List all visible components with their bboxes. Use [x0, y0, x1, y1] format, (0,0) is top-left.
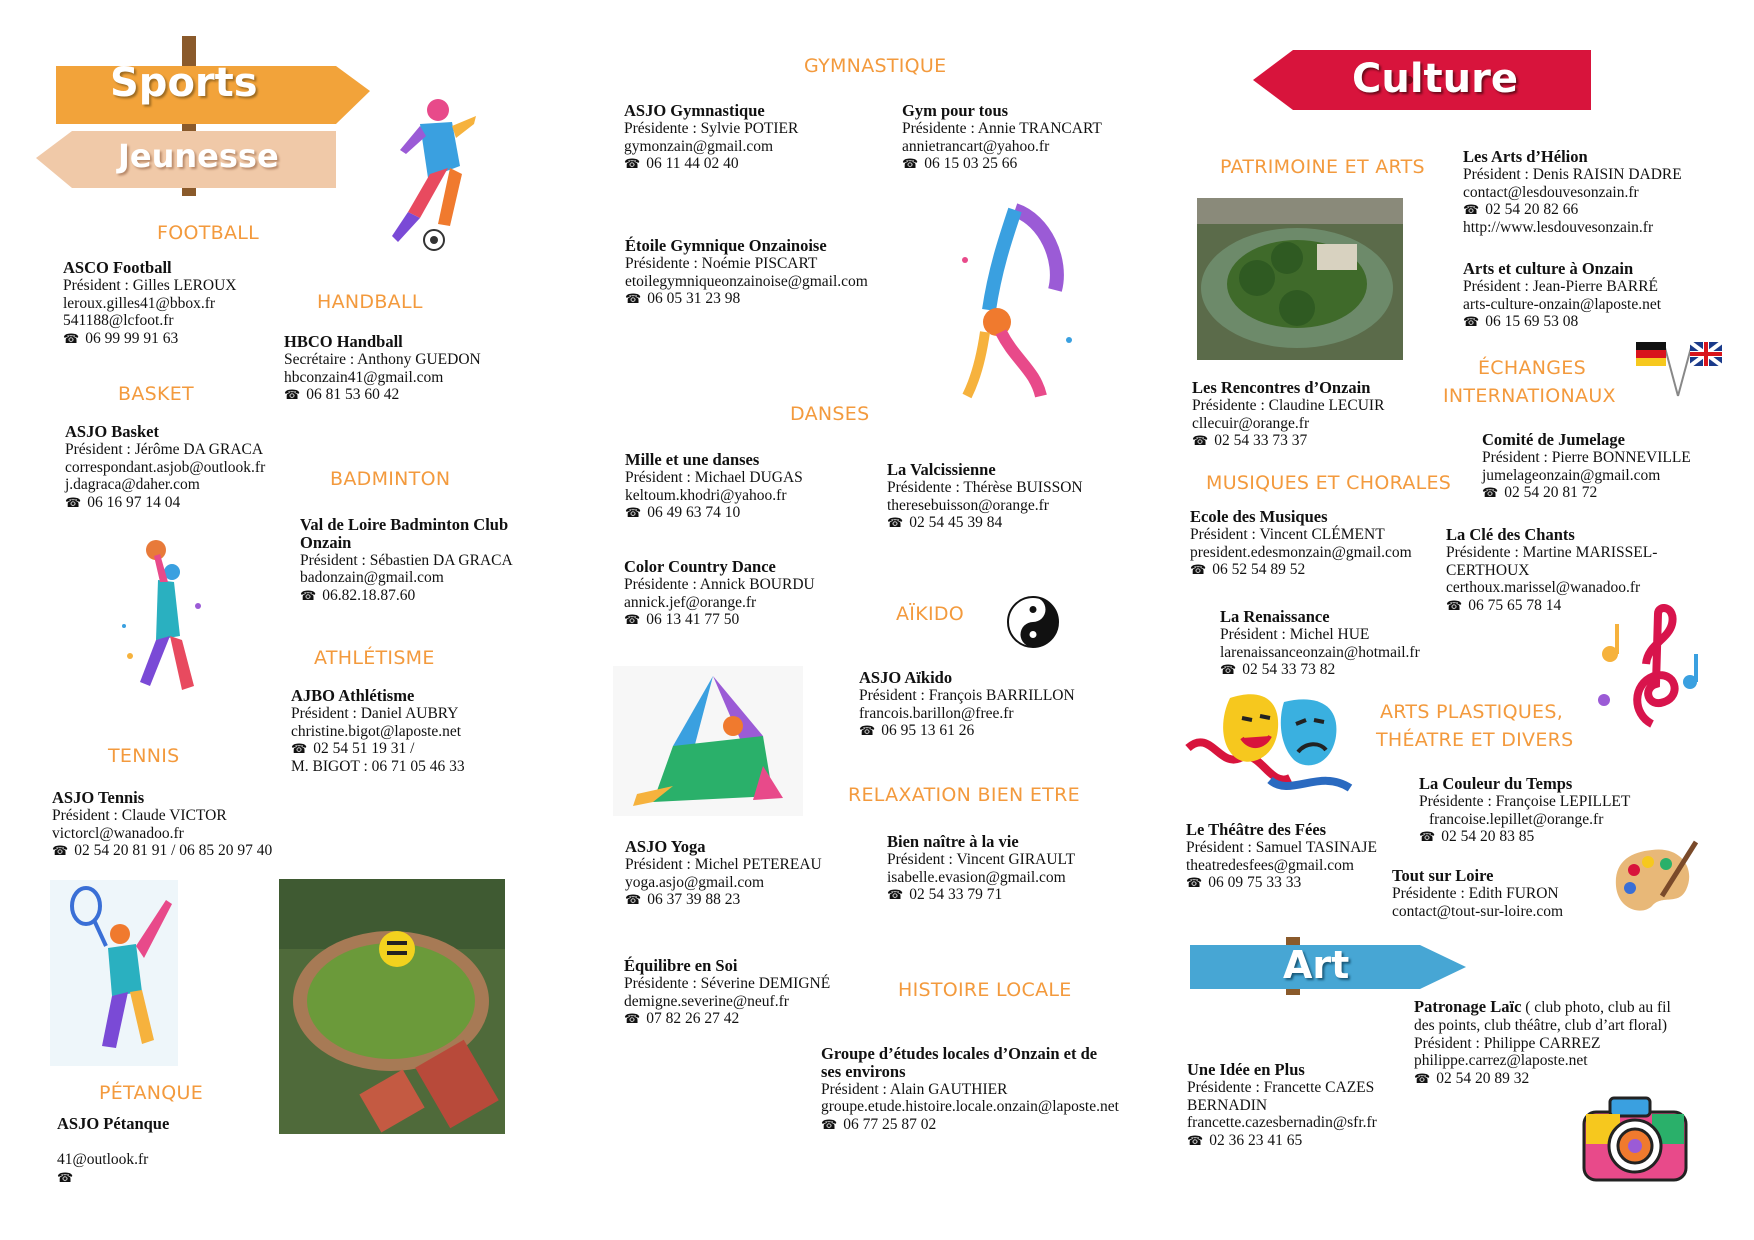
club-phone: ☎ 02 54 20 83 85 — [1419, 828, 1630, 846]
heading-handball: HANDBALL — [317, 291, 423, 313]
club-phone: ☎ 02 54 20 81 72 — [1482, 484, 1691, 502]
chateau-aerial-photo — [1197, 198, 1403, 360]
heading-echanges: ÉCHANGES — [1478, 357, 1586, 379]
club-name: La Renaissance — [1220, 607, 1330, 626]
club-phone: ☎ 06 16 97 14 04 — [65, 494, 265, 512]
club-president: Présidente : Edith FURON — [1392, 884, 1559, 902]
club-gym-pour-tous — [902, 102, 1102, 173]
club-contact: M. BIGOT : 06 71 05 46 33 — [291, 758, 465, 776]
club-name: ASCO Football — [63, 258, 172, 277]
club-patronage-laic — [1414, 998, 1671, 1088]
club-asjo-aikido — [859, 669, 1075, 740]
club-phone: ☎ 06 05 31 23 98 — [625, 290, 868, 308]
club-email: arts-culture-onzain@laposte.net — [1463, 295, 1662, 313]
club-president: Président : Gilles LEROUX — [63, 276, 237, 294]
club-email: president.edesmonzain@gmail.com — [1190, 543, 1412, 561]
club-la-renaissance — [1220, 608, 1420, 679]
club-bien-naitre — [887, 833, 1075, 904]
club-name: ASJO Tennis — [52, 788, 145, 807]
heading-relaxation: RELAXATION BIEN ETRE — [848, 784, 1080, 806]
club-asco-football — [63, 259, 237, 348]
club-name: Ecole des Musiques — [1190, 507, 1328, 526]
club-name: La Valcissienne — [887, 460, 996, 479]
club-name: Arts et culture à Onzain — [1463, 259, 1634, 278]
club-une-idee-en-plus — [1187, 1061, 1377, 1150]
club-president: Présidente : Martine MARISSEL- — [1446, 543, 1658, 561]
club-phone: ☎ 06 11 44 02 40 — [624, 155, 798, 173]
heading-football: FOOTBALL — [157, 222, 260, 244]
heading-athletisme: ATHLÉTISME — [314, 647, 435, 669]
club-president: Président : Philippe CARREZ — [1414, 1034, 1601, 1052]
club-cle-des-chants — [1446, 526, 1657, 615]
club-email: badonzain@gmail.com — [300, 569, 444, 587]
heading-tennis: TENNIS — [108, 745, 180, 767]
club-president: Président : Claude VICTOR — [52, 806, 227, 824]
club-president: Président : Jérôme DA GRACA — [65, 440, 264, 458]
tennis-player-illustration — [50, 880, 178, 1066]
club-mille-et-une-danses — [625, 451, 803, 522]
club-phone: ☎ 06 75 65 78 14 — [1446, 597, 1657, 615]
music-notes-illustration — [1592, 604, 1704, 736]
club-president: Présidente : Sylvie POTIER — [624, 119, 799, 137]
club-name: Groupe d’études locales d’Onzain et de — [821, 1044, 1098, 1063]
club-email: hbconzain41@gmail.com — [284, 368, 444, 386]
heading-badminton: BADMINTON — [330, 468, 451, 490]
club-phone: ☎ 07 82 26 27 42 — [624, 1010, 830, 1028]
club-email: francois.barillon@free.fr — [859, 704, 1014, 722]
club-phone: ☎ 06 15 69 53 08 — [1463, 313, 1661, 331]
camera-icon — [1580, 1092, 1690, 1184]
club-phone: ☎ 02 54 33 73 37 — [1192, 432, 1384, 450]
club-name: Équilibre en Soi — [624, 956, 738, 975]
club-name: Le Théâtre des Fées — [1186, 820, 1327, 839]
club-phone: ☎ 02 36 23 41 65 — [1187, 1132, 1377, 1150]
club-president: Président : Pierre BONNEVILLE — [1482, 448, 1691, 466]
club-phone: ☎ 06 81 53 60 42 — [284, 386, 481, 404]
club-description: ( club photo, club au fil — [1521, 999, 1671, 1016]
club-description-2: des points, club théâtre, club d’art floral) — [1414, 1016, 1668, 1034]
club-president: Présidente : Claudine LECUIR — [1192, 396, 1385, 414]
club-name-2: ses environs — [821, 1061, 906, 1081]
club-color-country-dance — [624, 558, 815, 629]
heading-internationaux: INTERNATIONAUX — [1443, 385, 1616, 407]
club-name: Val de Loire Badminton Club — [300, 515, 509, 534]
club-president: Présidente : Thérèse BUISSON — [887, 478, 1083, 496]
yoga-pose-illustration — [613, 666, 803, 816]
club-president: Président : Michel HUE — [1220, 625, 1370, 643]
club-president: Président : Vincent CLÉMENT — [1190, 525, 1385, 543]
club-name: Les Arts d’Hélion — [1463, 147, 1588, 166]
basketball-player-illustration — [110, 536, 220, 716]
club-email: groupe.etude.histoire.locale.onzain@laposte.net — [821, 1098, 1119, 1116]
club-president: Président : Michel PETEREAU — [625, 855, 822, 873]
club-president: Président : Michael DUGAS — [625, 468, 803, 486]
club-email: theatredesfees@gmail.com — [1186, 856, 1354, 874]
club-president: Présidente : Annie TRANCART — [902, 119, 1102, 137]
club-asjo-tennis — [52, 789, 272, 860]
club-president: Président : Jean-Pierre BARRÉ — [1463, 277, 1659, 295]
heading-petanque: PÉTANQUE — [99, 1082, 204, 1104]
club-president: Président : Samuel TASINAJE — [1186, 838, 1377, 856]
club-email: leroux.gilles41@bbox.fr — [63, 294, 216, 312]
club-phone: ☎ 06 13 41 77 50 — [624, 611, 815, 629]
heading-theatre-divers: THÉATRE ET DIVERS — [1376, 729, 1574, 751]
heading-aikido: AÏKIDO — [896, 603, 965, 625]
club-phone: ☎ 06 09 75 33 33 — [1186, 874, 1377, 892]
heading-histoire-locale: HISTOIRE LOCALE — [898, 979, 1072, 1001]
club-president: Président : Daniel AUBRY — [291, 704, 459, 722]
club-arts-helion — [1463, 148, 1682, 237]
club-tout-sur-loire — [1392, 867, 1563, 920]
club-email: contact@tout-sur-loire.com — [1392, 902, 1564, 920]
club-president: Président : François BARRILLON — [859, 686, 1075, 704]
sign-art: Art — [1283, 943, 1350, 987]
club-phone: ☎ 06 95 13 61 26 — [859, 722, 1075, 740]
club-name: Bien naître à la vie — [887, 832, 1019, 851]
club-equilibre-en-soi — [624, 957, 830, 1028]
club-email: etoilegymniqueonzainoise@gmail.com — [625, 272, 868, 290]
paint-palette-illustration — [1612, 840, 1698, 916]
club-name: ASJO Gymnastique — [624, 101, 765, 120]
club-asjo-yoga — [625, 838, 822, 909]
club-name: ASJO Yoga — [625, 837, 706, 856]
club-phone: ☎ 02 54 20 89 32 — [1414, 1070, 1671, 1088]
club-etoile-gymnique — [625, 237, 868, 308]
club-phone: ☎ 02 54 33 73 82 — [1220, 661, 1420, 679]
club-phone: ☎ 02 54 45 39 84 — [887, 514, 1083, 532]
club-name: HBCO Handball — [284, 332, 403, 351]
club-name: Une Idée en Plus — [1187, 1060, 1305, 1079]
club-president-2: CERTHOUX — [1446, 561, 1530, 579]
club-name: La Clé des Chants — [1446, 525, 1575, 544]
club-hbco-handball — [284, 333, 481, 404]
heading-gymnastique: GYMNASTIQUE — [804, 55, 947, 77]
club-email: larenaissanceonzain@hotmail.fr — [1220, 643, 1420, 661]
club-la-valcissienne — [887, 461, 1083, 532]
club-asjo-gymnastique — [624, 102, 798, 173]
club-name: Patronage Laïc — [1414, 997, 1522, 1016]
club-email: contact@lesdouvesonzain.fr — [1463, 183, 1639, 201]
club-email: francoise.lepillet@orange.fr — [1429, 810, 1604, 828]
club-ajbo-athletisme — [291, 687, 465, 776]
club-president: Président : Vincent GIRAULT — [887, 850, 1076, 868]
club-asjo-petanque — [57, 1115, 169, 1186]
club-email: certhoux.marissel@wanadoo.fr — [1446, 579, 1641, 597]
club-name: Color Country Dance — [624, 557, 776, 576]
club-email-2: j.dagraca@daher.com — [65, 476, 200, 494]
club-name: Étoile Gymnique Onzainoise — [625, 236, 827, 255]
club-email: francette.cazesbernadin@sfr.fr — [1187, 1114, 1377, 1132]
club-ecole-musiques — [1190, 508, 1412, 579]
club-arts-culture-onzain — [1463, 260, 1661, 331]
heading-musiques: MUSIQUES ET CHORALES — [1206, 472, 1452, 494]
club-president: Présidente : Annick BOURDU — [624, 575, 815, 593]
club-name: Mille et une danses — [625, 450, 760, 469]
club-name: Comité de Jumelage — [1482, 430, 1625, 449]
club-name: ASJO Aïkido — [859, 668, 953, 687]
club-president-2: BERNADIN — [1187, 1096, 1268, 1114]
club-name-2: Onzain — [300, 532, 352, 552]
sign-jeunesse: Jeunesse — [118, 137, 279, 175]
club-president: Président : Sébastien DA GRACA — [300, 551, 513, 569]
club-email: christine.bigot@laposte.net — [291, 722, 462, 740]
heading-basket: BASKET — [118, 383, 194, 405]
club-comite-jumelage — [1482, 431, 1691, 502]
club-email: annietrancart@yahoo.fr — [902, 137, 1050, 155]
club-theatre-des-fees — [1186, 821, 1377, 892]
club-email: philippe.carrez@laposte.net — [1414, 1052, 1588, 1070]
club-president: Présidente : Francette CAZES — [1187, 1078, 1375, 1096]
theatre-masks-illustration — [1180, 688, 1365, 803]
club-email: correspondant.asjob@outlook.fr — [65, 458, 266, 476]
club-email-2: 541188@lcfoot.fr — [63, 312, 174, 330]
club-phone: ☎ 06 49 63 74 10 — [625, 504, 803, 522]
club-name: AJBO Athlétisme — [291, 686, 415, 705]
club-email: isabelle.evasion@gmail.com — [887, 868, 1066, 886]
club-email: jumelageonzain@gmail.com — [1482, 466, 1661, 484]
club-phone: ☎ 06 77 25 87 02 — [821, 1116, 1119, 1134]
club-email: gymonzain@gmail.com — [624, 137, 774, 155]
club-president: Présidente : Séverine DEMIGNÉ — [624, 974, 831, 992]
club-phone: ☎ 06.82.18.87.60 — [300, 587, 513, 605]
football-player-illustration — [390, 96, 480, 256]
club-badminton — [300, 516, 513, 605]
club-president: Présidente : Françoise LEPILLET — [1419, 792, 1631, 810]
club-email: yoga.asjo@gmail.com — [625, 873, 765, 891]
club-email: 41@outlook.fr — [57, 1150, 149, 1168]
club-name: Gym pour tous — [902, 101, 1009, 120]
stadium-aerial-photo — [279, 879, 505, 1134]
club-phone-icon — [57, 1169, 169, 1187]
club-histoire-locale — [821, 1045, 1119, 1134]
club-couleur-du-temps — [1419, 775, 1630, 846]
club-name: La Couleur du Temps — [1419, 774, 1573, 793]
club-phone: ☎ 02 54 51 19 31 / — [291, 740, 465, 758]
club-phone: ☎ 06 15 03 25 66 — [902, 155, 1102, 173]
club-president: Président : Denis RAISIN DADRE — [1463, 165, 1682, 183]
club-phone: ☎ 02 54 20 81 91 / 06 85 20 97 40 — [52, 842, 272, 860]
sign-culture: Culture — [1352, 56, 1518, 102]
club-name: ASJO Basket — [65, 422, 159, 441]
club-phone: ☎ 06 52 54 89 52 — [1190, 561, 1412, 579]
club-email: victorcl@wanadoo.fr — [52, 824, 184, 842]
club-phone: ☎ 02 54 33 79 71 — [887, 886, 1075, 904]
club-rencontres-onzain — [1192, 379, 1384, 450]
club-asjo-basket — [65, 423, 265, 512]
club-email: annick.jef@orange.fr — [624, 593, 757, 611]
club-email: cllecuir@orange.fr — [1192, 414, 1310, 432]
club-email: demigne.severine@neuf.fr — [624, 992, 789, 1010]
club-website: http://www.lesdouvesonzain.fr — [1463, 219, 1654, 237]
flags-icon — [1634, 336, 1724, 398]
heading-patrimoine: PATRIMOINE ET ARTS — [1220, 156, 1425, 178]
club-email: keltoum.khodri@yahoo.fr — [625, 486, 787, 504]
heading-arts-plastiques: ARTS PLASTIQUES, — [1380, 701, 1564, 723]
yin-yang-icon — [1006, 595, 1060, 649]
heading-danses: DANSES — [790, 403, 870, 425]
club-president: Présidente : Noémie PISCART — [625, 254, 818, 272]
club-president: Président : Alain GAUTHIER — [821, 1080, 1008, 1098]
club-phone: ☎ 02 54 20 82 66 — [1463, 201, 1682, 219]
club-phone: ☎ 06 37 39 88 23 — [625, 891, 822, 909]
club-phone: ☎ 06 99 99 91 63 — [63, 330, 237, 348]
club-name: ASJO Pétanque — [57, 1114, 170, 1133]
club-secretary: Secrétaire : Anthony GUEDON — [284, 350, 481, 368]
club-email: theresebuisson@orange.fr — [887, 496, 1049, 514]
gymnast-illustration — [945, 200, 1085, 405]
sign-sports: Sports — [110, 60, 258, 106]
club-name: Tout sur Loire — [1392, 866, 1494, 885]
club-name: Les Rencontres d’Onzain — [1192, 378, 1371, 397]
